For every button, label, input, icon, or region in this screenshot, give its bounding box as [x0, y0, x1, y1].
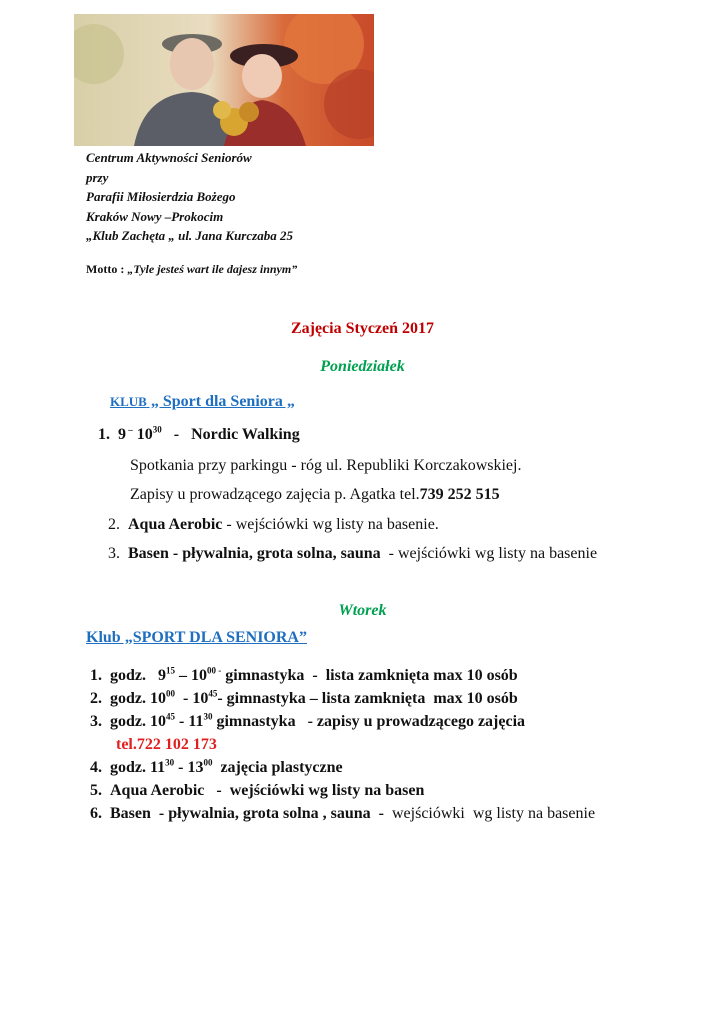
- motto-text: „Tyle jesteś wart ile dajesz innym”: [127, 262, 298, 276]
- list-item: [90, 713, 525, 731]
- time-sup: 30: [203, 711, 213, 722]
- item-number: 4.: [90, 759, 102, 776]
- time-end: 10: [132, 426, 153, 443]
- header-photo: [74, 14, 374, 146]
- time-end: - 13: [174, 759, 204, 776]
- time-end: – 10: [175, 667, 207, 684]
- org-line: Kraków Nowy –Prokocim: [86, 208, 224, 224]
- time-start-sup: –: [126, 424, 133, 435]
- activity-name: Nordic Walking: [191, 426, 300, 443]
- list-item: [90, 805, 595, 823]
- list-item: [90, 759, 343, 777]
- list-item: [98, 426, 300, 444]
- time-start: godz. 10: [110, 713, 166, 730]
- phone-number: 739 252 515: [419, 486, 500, 503]
- day-heading-monday: Poniedziałek: [320, 358, 405, 375]
- separator: -: [161, 426, 192, 443]
- activity-name: zajęcia plastyczne: [212, 759, 343, 776]
- activity-name: gimnastyka - zapisy u prowadzącego zajęcia: [212, 713, 526, 730]
- time-sup: -: [216, 665, 222, 676]
- item-number: 3.: [108, 545, 120, 562]
- item-detail: [130, 486, 500, 504]
- activity-note: - wejściówki wg listy na basenie: [380, 545, 598, 562]
- time-start: godz. 9: [110, 667, 166, 684]
- activity-name: Basen - pływalnia, grota solna , sauna -: [110, 805, 384, 822]
- list-item: [90, 782, 424, 800]
- club-name: „ Sport dla Seniora „: [146, 393, 295, 410]
- item-number: 3.: [90, 713, 102, 730]
- item-number: 2.: [108, 516, 120, 533]
- time-end: - 11: [175, 713, 204, 730]
- time-start: godz. 11: [110, 759, 166, 776]
- org-line: Centrum Aktywności Seniorów: [86, 150, 252, 165]
- activity-name: Aqua Aerobic: [128, 516, 223, 533]
- item-number: 6.: [90, 805, 102, 822]
- time-start: godz. 10: [110, 690, 166, 707]
- time-sup: 00: [207, 665, 216, 676]
- list-item: [90, 667, 518, 685]
- list-item: [108, 516, 439, 534]
- time-end-sup: 30: [152, 424, 162, 435]
- activity-note: wejściówki wg listy na basenie: [383, 805, 596, 822]
- activity-name: Aqua Aerobic - wejściówki wg listy na basen: [110, 782, 425, 799]
- item-number: 1.: [90, 667, 102, 684]
- time-sup: 00: [166, 688, 175, 699]
- page-title: Zajęcia Styczeń 2017: [290, 320, 435, 337]
- org-line: Parafii Miłosierdzia Bożego: [86, 189, 236, 204]
- motto-label: Motto :: [86, 262, 128, 276]
- time-end: - 10: [175, 690, 209, 707]
- item-number: 1.: [98, 426, 110, 443]
- motto: [86, 262, 297, 277]
- time-sup: 45: [166, 711, 175, 722]
- activity-name: gimnastyka - lista zamknięta max 10 osób: [221, 667, 518, 684]
- time-sup: 30: [165, 757, 175, 768]
- club-prefix: KLUB: [110, 394, 147, 409]
- phone-number: tel.722 102 173: [116, 736, 217, 753]
- list-item: [108, 545, 597, 563]
- activity-note: - wejściówki wg listy na basenie.: [222, 516, 439, 533]
- time-start: 9: [118, 426, 126, 443]
- activity-name: - gimnastyka – lista zamknięta max 10 osób: [217, 690, 518, 707]
- activity-name: Basen - pływalnia, grota solna, sauna: [128, 545, 381, 562]
- org-line: przy: [86, 169, 109, 185]
- organization-info: [86, 148, 293, 246]
- item-number: 2.: [90, 690, 102, 707]
- item-number: 5.: [90, 782, 102, 799]
- list-item: [90, 690, 518, 708]
- item-detail: Spotkania przy parkingu - róg ul. Republiki Korczakowskiej.: [130, 457, 522, 474]
- time-sup: 00: [203, 757, 213, 768]
- club-heading-monday: [110, 393, 295, 411]
- signup-text: Zapisy u prowadzącego zajęcia p. Agatka tel.: [130, 486, 420, 503]
- time-sup: 15: [166, 665, 175, 676]
- day-heading-tuesday: Wtorek: [338, 602, 387, 619]
- org-line: „Klub Zachęta „ ul. Jana Kurczaba 25: [86, 228, 293, 243]
- club-heading-tuesday: Klub „SPORT DLA SENIORA”: [86, 629, 307, 646]
- time-sup: 45: [208, 688, 218, 699]
